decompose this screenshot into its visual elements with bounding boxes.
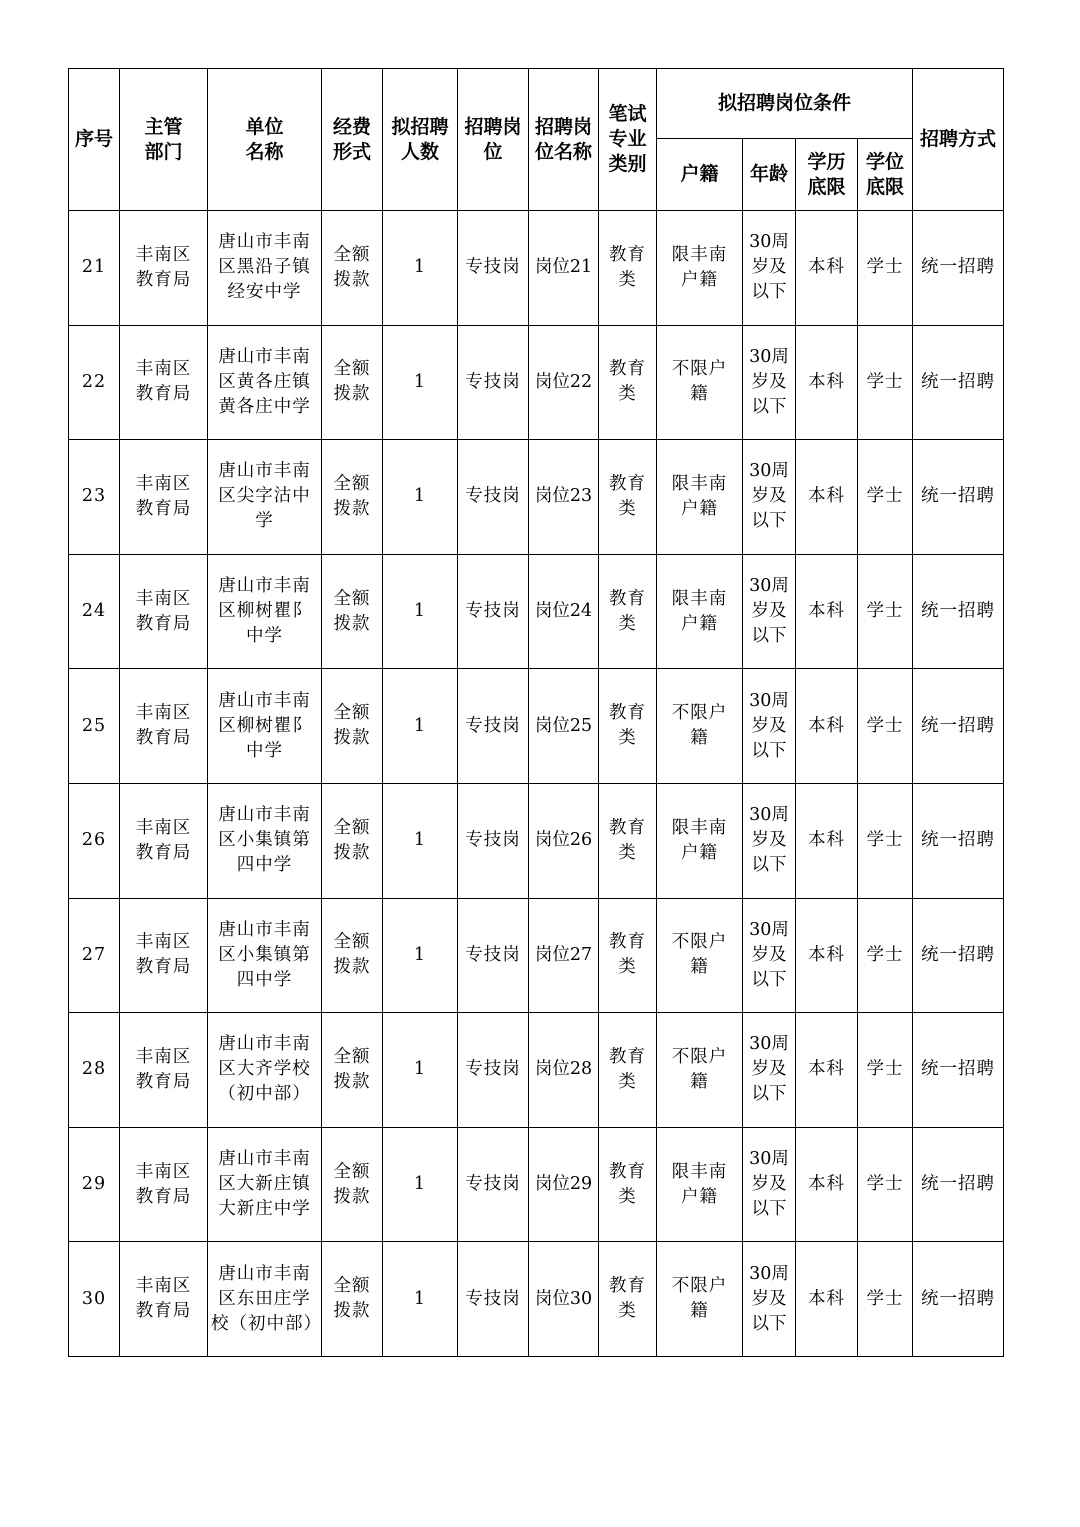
cell-unit: 唐山市丰南区尖字沽中学 bbox=[208, 440, 322, 555]
cell-method: 统一招聘 bbox=[913, 211, 1004, 326]
cell-method: 统一招聘 bbox=[913, 1242, 1004, 1357]
cell-unit: 唐山市丰南区黄各庄镇黄各庄中学 bbox=[208, 325, 322, 440]
header-row-top bbox=[69, 69, 1004, 139]
header-funding: 经费形式 bbox=[322, 69, 383, 211]
cell-huji: 不限户籍 bbox=[657, 669, 743, 784]
cell-huji: 限丰南户籍 bbox=[657, 783, 743, 898]
table-row bbox=[69, 211, 1004, 326]
cell-seq: 29 bbox=[69, 1127, 120, 1242]
cell-seq: 28 bbox=[69, 1013, 120, 1128]
cell-huji: 不限户籍 bbox=[657, 898, 743, 1013]
cell-degree: 学士 bbox=[858, 1013, 913, 1128]
cell-post-type: 专技岗 bbox=[458, 783, 529, 898]
cell-dept: 丰南区教育局 bbox=[120, 1242, 208, 1357]
cell-degree: 学士 bbox=[858, 1127, 913, 1242]
cell-method: 统一招聘 bbox=[913, 440, 1004, 555]
cell-method: 统一招聘 bbox=[913, 1127, 1004, 1242]
cell-post-type: 专技岗 bbox=[458, 440, 529, 555]
cell-degree: 学士 bbox=[858, 440, 913, 555]
cell-seq: 25 bbox=[69, 669, 120, 784]
table-row bbox=[69, 554, 1004, 669]
cell-funding: 全额拨款 bbox=[322, 1013, 383, 1128]
cell-post-type: 专技岗 bbox=[458, 554, 529, 669]
cell-dept: 丰南区教育局 bbox=[120, 669, 208, 784]
cell-edu: 本科 bbox=[796, 440, 858, 555]
cell-count: 1 bbox=[383, 440, 458, 555]
cell-unit: 唐山市丰南区小集镇第四中学 bbox=[208, 898, 322, 1013]
cell-age: 30周岁及以下 bbox=[743, 669, 796, 784]
cell-age: 30周岁及以下 bbox=[743, 554, 796, 669]
cell-funding: 全额拨款 bbox=[322, 1127, 383, 1242]
cell-edu: 本科 bbox=[796, 325, 858, 440]
cell-age: 30周岁及以下 bbox=[743, 440, 796, 555]
cell-edu: 本科 bbox=[796, 669, 858, 784]
cell-method: 统一招聘 bbox=[913, 1013, 1004, 1128]
cell-dept: 丰南区教育局 bbox=[120, 554, 208, 669]
cell-post-name: 岗位26 bbox=[529, 783, 599, 898]
header-method: 招聘方式 bbox=[913, 69, 1004, 211]
cell-exam: 教育类 bbox=[599, 783, 657, 898]
cell-seq: 21 bbox=[69, 211, 120, 326]
cell-unit: 唐山市丰南区黑沿子镇经安中学 bbox=[208, 211, 322, 326]
cell-huji: 限丰南户籍 bbox=[657, 211, 743, 326]
cell-funding: 全额拨款 bbox=[322, 783, 383, 898]
cell-post-type: 专技岗 bbox=[458, 898, 529, 1013]
table-row bbox=[69, 440, 1004, 555]
table-body bbox=[69, 211, 1004, 1357]
cell-seq: 27 bbox=[69, 898, 120, 1013]
cell-age: 30周岁及以下 bbox=[743, 325, 796, 440]
cell-edu: 本科 bbox=[796, 1127, 858, 1242]
cell-degree: 学士 bbox=[858, 211, 913, 326]
cell-exam: 教育类 bbox=[599, 1013, 657, 1128]
cell-age: 30周岁及以下 bbox=[743, 1242, 796, 1357]
cell-edu: 本科 bbox=[796, 211, 858, 326]
cell-dept: 丰南区教育局 bbox=[120, 211, 208, 326]
cell-funding: 全额拨款 bbox=[322, 1242, 383, 1357]
header-huji: 户籍 bbox=[657, 139, 743, 211]
cell-count: 1 bbox=[383, 1242, 458, 1357]
cell-degree: 学士 bbox=[858, 898, 913, 1013]
cell-edu: 本科 bbox=[796, 1013, 858, 1128]
cell-degree: 学士 bbox=[858, 554, 913, 669]
cell-unit: 唐山市丰南区大齐学校（初中部） bbox=[208, 1013, 322, 1128]
cell-count: 1 bbox=[383, 325, 458, 440]
cell-huji: 限丰南户籍 bbox=[657, 440, 743, 555]
header-post-type: 招聘岗位 bbox=[458, 69, 529, 211]
cell-exam: 教育类 bbox=[599, 554, 657, 669]
cell-method: 统一招聘 bbox=[913, 325, 1004, 440]
cell-count: 1 bbox=[383, 669, 458, 784]
cell-post-name: 岗位21 bbox=[529, 211, 599, 326]
cell-method: 统一招聘 bbox=[913, 783, 1004, 898]
cell-post-name: 岗位24 bbox=[529, 554, 599, 669]
cell-exam: 教育类 bbox=[599, 325, 657, 440]
cell-dept: 丰南区教育局 bbox=[120, 783, 208, 898]
cell-degree: 学士 bbox=[858, 1242, 913, 1357]
cell-exam: 教育类 bbox=[599, 211, 657, 326]
cell-dept: 丰南区教育局 bbox=[120, 1013, 208, 1128]
cell-post-type: 专技岗 bbox=[458, 325, 529, 440]
cell-exam: 教育类 bbox=[599, 669, 657, 784]
cell-post-type: 专技岗 bbox=[458, 1013, 529, 1128]
cell-exam: 教育类 bbox=[599, 1127, 657, 1242]
cell-degree: 学士 bbox=[858, 669, 913, 784]
cell-dept: 丰南区教育局 bbox=[120, 898, 208, 1013]
cell-exam: 教育类 bbox=[599, 898, 657, 1013]
table-row bbox=[69, 898, 1004, 1013]
header-conditions: 拟招聘岗位条件 bbox=[657, 69, 913, 139]
cell-count: 1 bbox=[383, 898, 458, 1013]
cell-exam: 教育类 bbox=[599, 1242, 657, 1357]
header-edu: 学历底限 bbox=[796, 139, 858, 211]
cell-unit: 唐山市丰南区柳树瞿阝中学 bbox=[208, 669, 322, 784]
cell-post-name: 岗位29 bbox=[529, 1127, 599, 1242]
cell-huji: 限丰南户籍 bbox=[657, 1127, 743, 1242]
cell-count: 1 bbox=[383, 1127, 458, 1242]
header-seq: 序号 bbox=[69, 69, 120, 211]
cell-seq: 22 bbox=[69, 325, 120, 440]
cell-post-name: 岗位22 bbox=[529, 325, 599, 440]
header-degree: 学位底限 bbox=[858, 139, 913, 211]
cell-count: 1 bbox=[383, 211, 458, 326]
cell-funding: 全额拨款 bbox=[322, 440, 383, 555]
cell-edu: 本科 bbox=[796, 554, 858, 669]
header-unit: 单位名称 bbox=[208, 69, 322, 211]
cell-edu: 本科 bbox=[796, 898, 858, 1013]
cell-seq: 26 bbox=[69, 783, 120, 898]
cell-post-name: 岗位30 bbox=[529, 1242, 599, 1357]
cell-unit: 唐山市丰南区柳树瞿阝中学 bbox=[208, 554, 322, 669]
cell-seq: 23 bbox=[69, 440, 120, 555]
header-post-name: 招聘岗位名称 bbox=[529, 69, 599, 211]
cell-huji: 限丰南户籍 bbox=[657, 554, 743, 669]
cell-age: 30周岁及以下 bbox=[743, 898, 796, 1013]
cell-dept: 丰南区教育局 bbox=[120, 440, 208, 555]
cell-post-type: 专技岗 bbox=[458, 1242, 529, 1357]
cell-edu: 本科 bbox=[796, 1242, 858, 1357]
cell-age: 30周岁及以下 bbox=[743, 211, 796, 326]
cell-post-name: 岗位28 bbox=[529, 1013, 599, 1128]
table-row bbox=[69, 669, 1004, 784]
cell-funding: 全额拨款 bbox=[322, 669, 383, 784]
cell-seq: 24 bbox=[69, 554, 120, 669]
header-count: 拟招聘人数 bbox=[383, 69, 458, 211]
cell-count: 1 bbox=[383, 554, 458, 669]
cell-funding: 全额拨款 bbox=[322, 211, 383, 326]
cell-method: 统一招聘 bbox=[913, 554, 1004, 669]
cell-dept: 丰南区教育局 bbox=[120, 325, 208, 440]
cell-dept: 丰南区教育局 bbox=[120, 1127, 208, 1242]
cell-seq: 30 bbox=[69, 1242, 120, 1357]
cell-post-type: 专技岗 bbox=[458, 669, 529, 784]
recruitment-table bbox=[68, 68, 1004, 1357]
cell-count: 1 bbox=[383, 783, 458, 898]
cell-funding: 全额拨款 bbox=[322, 325, 383, 440]
cell-unit: 唐山市丰南区小集镇第四中学 bbox=[208, 783, 322, 898]
cell-huji: 不限户籍 bbox=[657, 325, 743, 440]
cell-huji: 不限户籍 bbox=[657, 1013, 743, 1128]
header-exam: 笔试专业类别 bbox=[599, 69, 657, 211]
cell-age: 30周岁及以下 bbox=[743, 783, 796, 898]
table-row bbox=[69, 1127, 1004, 1242]
table-row bbox=[69, 1013, 1004, 1128]
cell-post-type: 专技岗 bbox=[458, 211, 529, 326]
cell-unit: 唐山市丰南区大新庄镇大新庄中学 bbox=[208, 1127, 322, 1242]
cell-exam: 教育类 bbox=[599, 440, 657, 555]
cell-post-name: 岗位27 bbox=[529, 898, 599, 1013]
header-age: 年龄 bbox=[743, 139, 796, 211]
table-row bbox=[69, 325, 1004, 440]
cell-degree: 学士 bbox=[858, 783, 913, 898]
cell-method: 统一招聘 bbox=[913, 898, 1004, 1013]
cell-post-name: 岗位25 bbox=[529, 669, 599, 784]
table-row bbox=[69, 1242, 1004, 1357]
cell-unit: 唐山市丰南区东田庄学校（初中部） bbox=[208, 1242, 322, 1357]
cell-edu: 本科 bbox=[796, 783, 858, 898]
cell-degree: 学士 bbox=[858, 325, 913, 440]
cell-post-name: 岗位23 bbox=[529, 440, 599, 555]
header-dept: 主管部门 bbox=[120, 69, 208, 211]
cell-funding: 全额拨款 bbox=[322, 898, 383, 1013]
cell-age: 30周岁及以下 bbox=[743, 1013, 796, 1128]
cell-funding: 全额拨款 bbox=[322, 554, 383, 669]
cell-huji: 不限户籍 bbox=[657, 1242, 743, 1357]
table-row bbox=[69, 783, 1004, 898]
cell-post-type: 专技岗 bbox=[458, 1127, 529, 1242]
cell-method: 统一招聘 bbox=[913, 669, 1004, 784]
cell-count: 1 bbox=[383, 1013, 458, 1128]
cell-age: 30周岁及以下 bbox=[743, 1127, 796, 1242]
